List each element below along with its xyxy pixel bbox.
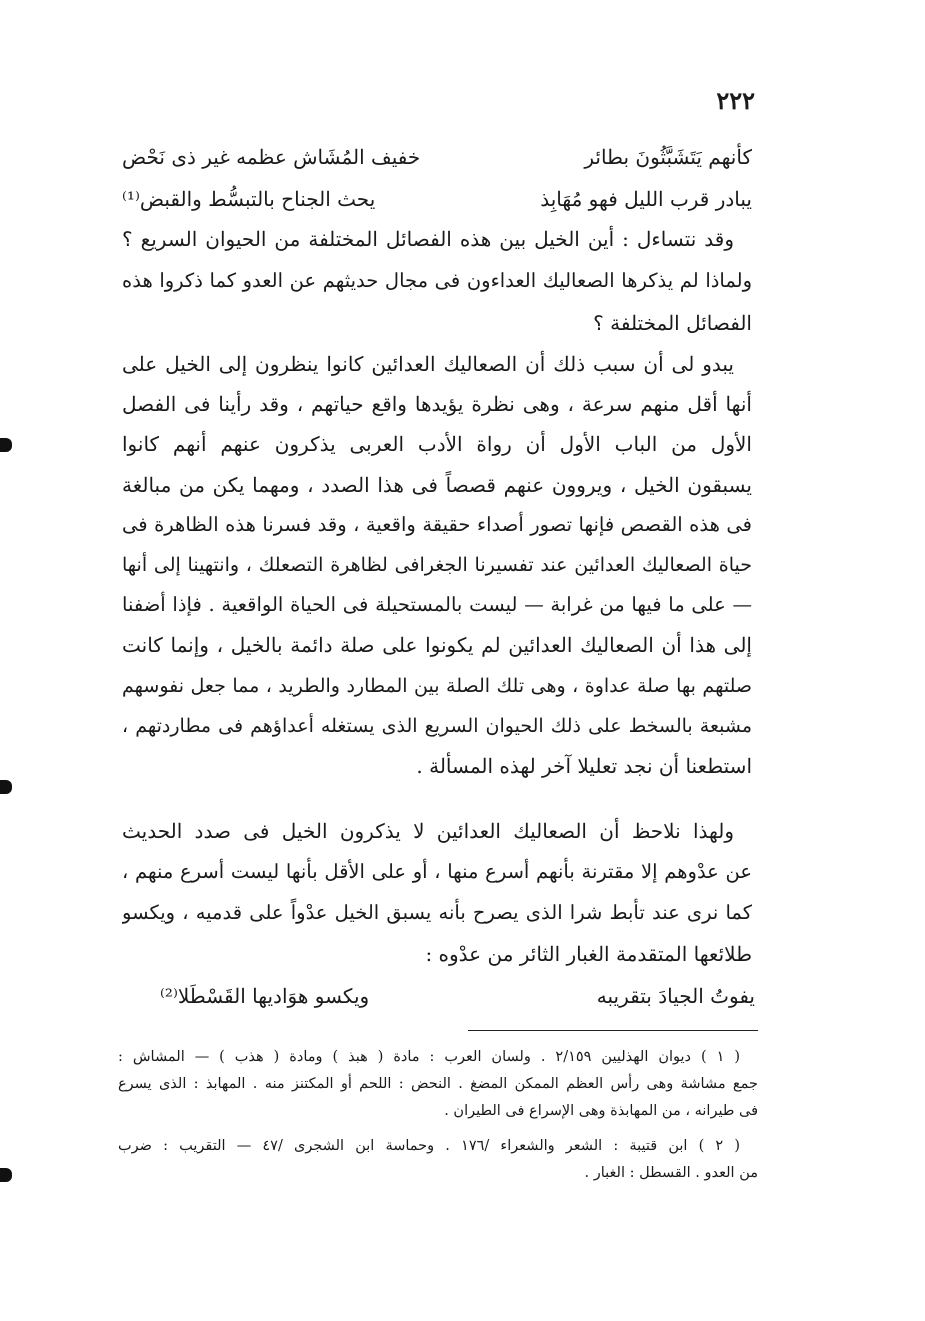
footnote-line: من العدو . القسطل : الغبار . bbox=[584, 1165, 758, 1181]
scan-edge-mark bbox=[0, 1168, 12, 1182]
verse-hemistich-right: يبادر قرب الليل فهو مُهَابِذ bbox=[540, 187, 752, 211]
paragraph-2 bbox=[122, 347, 752, 783]
text-line: أنها أقل منهم سرعة ، وهى نظرة يؤيدها واقع حياتهم ، وقد رأينا فى الفصل bbox=[122, 392, 752, 417]
footnote-line: ( ٢ ) ابن قتيبة : الشعر والشعراء /١٧٦ . وحماسة ابن الشجرى /٤٧ — التقريب : ضرب bbox=[118, 1138, 740, 1154]
text-line: يبدو لى أن سبب ذلك أن الصعاليك العدائين كانوا ينظرون إلى الخيل على bbox=[122, 352, 734, 376]
text-line: يسبقون الخيل ، ويروون عنهم قصصاً فى هذا الصدد ، ومهما يكن من مبالغة bbox=[122, 472, 752, 497]
text-line: الفصائل المختلفة ؟ bbox=[593, 311, 752, 335]
scan-edge-mark bbox=[0, 438, 12, 452]
footnotes bbox=[118, 1044, 758, 1187]
footnote-line: ( ١ ) ديوان الهذليين ٢/١٥٩ . ولسان العرب : مادة ( هبذ ) ومادة ( هذب ) — المشاش : bbox=[118, 1049, 740, 1065]
scan-edge-mark bbox=[0, 780, 12, 794]
footnote-separator bbox=[468, 1030, 758, 1031]
text-line: مشبعة بالسخط على ذلك الحيوان السريع الذى يستغله أعداؤهم فى مطاردتهم ، bbox=[122, 714, 752, 737]
footnote-2 bbox=[118, 1133, 758, 1187]
text-line: حياة الصعاليك العدائين عند تفسيرنا الجغرافى لظاهرة التصعلك ، وانتهينا إلى أنها bbox=[122, 553, 752, 576]
text-line: إلى هذا أن الصعاليك العدائين لم يكونوا على صلة دائمة بالخيل ، وإنما كانت bbox=[122, 633, 752, 658]
text-line: فى هذه القصص فإنها تصور أصداء حقيقة واقعية ، وقد فسرنا هذه الظاهرة فى bbox=[122, 512, 752, 536]
text-line: صلتهم بها صلة عداوة ، وهى تلك الصلة بين المطارد والطريد ، مما جعل نفوسهم bbox=[122, 674, 752, 697]
verse-line bbox=[122, 182, 752, 216]
verse-hemistich-right: يفوتُ الجيادَ بتقريبه bbox=[596, 984, 755, 1008]
paragraph-1 bbox=[122, 222, 752, 340]
footnote-line: فى طيرانه ، من المهابذة وهى الإسراع فى الطيران . bbox=[444, 1103, 758, 1119]
verse-line bbox=[160, 979, 755, 1013]
paragraph-3 bbox=[122, 814, 752, 971]
text-line: ولماذا لم يذكرها الصعاليك العداءون فى مجال حديثهم عن العدو كما ذكروا هذه bbox=[122, 269, 752, 292]
text-line: — على ما فيها من غرابة — ليست بالمستحيلة فى الحياة الواقعية . فإذا أضفنا bbox=[122, 593, 752, 617]
text-line: عن عدْوهم إلا مقترنة بأنهم أسرع منها ، أو على الأقل بأنها ليست أسرع منهم ، bbox=[122, 860, 752, 883]
verse-block-2 bbox=[160, 979, 755, 1013]
footnote-line: جمع مشاشة وهى رأس العظم الممكن المضغ . النحض : اللحم أو المكتنز منه . المهابذ : الذى يسرع bbox=[118, 1076, 758, 1092]
verse-hemistich-left: يحث الجناح بالتبسُّط والقبض⁽¹⁾ bbox=[122, 187, 376, 211]
text-line: استطعنا أن نجد تعليلا آخر لهذه المسألة . bbox=[416, 753, 752, 778]
verse-hemistich-right: كأنهم يَتَشَبَّثُونَ بطائر bbox=[584, 145, 752, 169]
footnote-1 bbox=[118, 1044, 758, 1125]
page-number: ٢٢٢ bbox=[716, 86, 755, 115]
text-line: الأول من الباب الأول أن رواة الأدب العربى يذكرون عنهم أنهم كانوا bbox=[122, 432, 752, 457]
verse-hemistich-left: خفيف المُشَاش عظمه غير ذى نَحْض bbox=[122, 145, 421, 169]
verse-block-1 bbox=[122, 140, 752, 216]
verse-line bbox=[122, 140, 752, 174]
text-line: طلائعها المتقدمة الغبار الثائر من عدْوه : bbox=[425, 942, 752, 966]
text-line: كما نرى عند تأبط شرا الذى يصرح بأنه يسبق الخيل عدْواً على قدميه ، ويكسو bbox=[122, 901, 752, 924]
verse-hemistich-left: ويكسو هوَاديها القَسْطَلا⁽²⁾ bbox=[160, 984, 370, 1008]
text-line: ولهذا نلاحظ أن الصعاليك العدائين لا يذكرون الخيل فى صدد الحديث bbox=[122, 819, 734, 843]
text-line: وقد نتساءل : أين الخيل بين هذه الفصائل المختلفة من الحيوان السريع ؟ bbox=[122, 227, 734, 251]
